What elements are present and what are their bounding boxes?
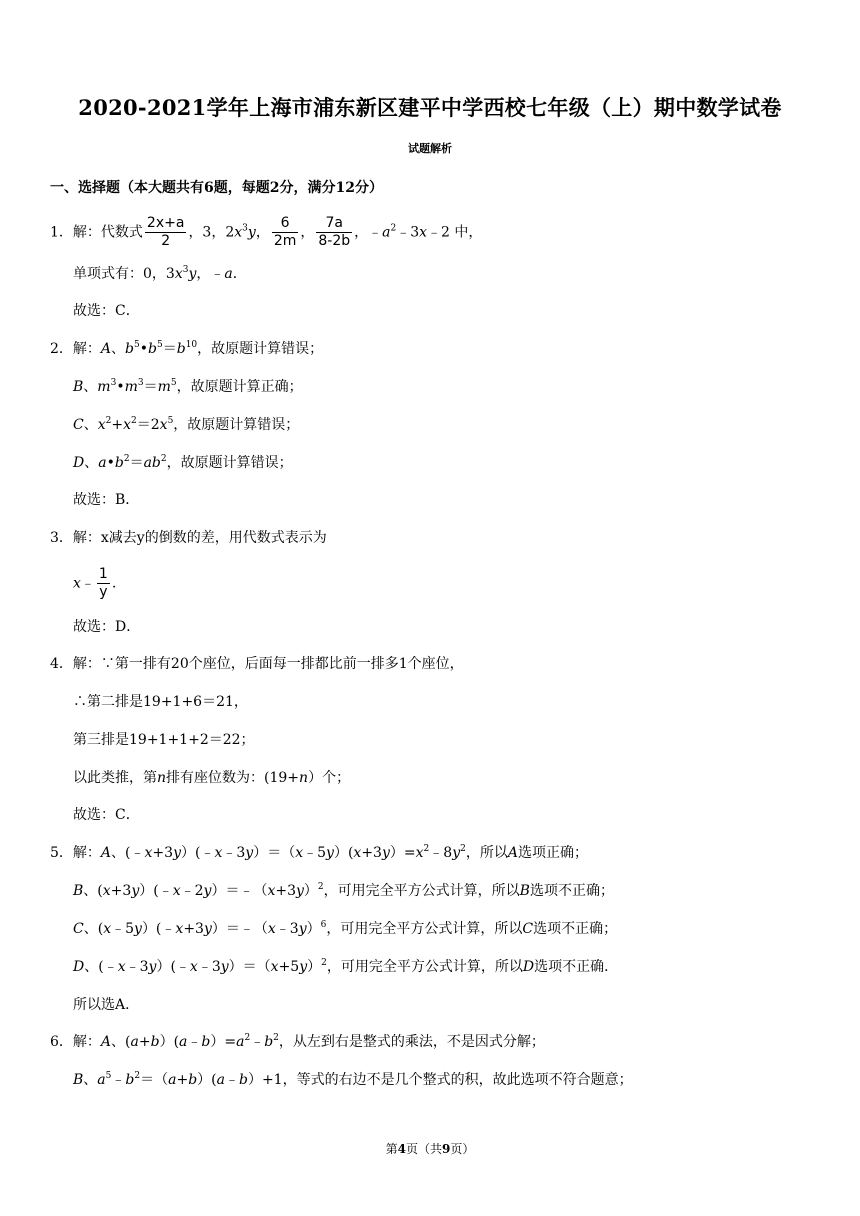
q4-line4: 以此类推，第n排有座位数为：(19+n）个； [73,770,351,786]
q2-line4: D、$a•b^2=ab^2$，故原题计算错误； [73,454,293,471]
section-heading: 一、选择题（本大题共有6题，每题2分，满分12分） [50,180,383,196]
q1-answer: 故选：C． [73,303,140,319]
q5-line3: C、(x﹣5y）(﹣x+3y）＝﹣（x﹣3y）$^6$，可用完全平方公式计算，所以C选项不正确； [73,920,618,937]
q5-line4: D、$(﹣x﹣3y)(﹣x﹣3y)=(x+5y)^2$，可用完全平方公式计算，所以D选项不正确． [73,958,619,975]
q1-fraction-2: $\frac{6}{2m}$ [273,215,297,249]
page-title: 2020-2021学年上海市浦东新区建平中学西校七年级（上）期中数学试卷 [78,95,782,120]
q4-line1: 4．解：∵第一排有20个座位，后面每一排都比前一排多1个座位， [50,656,464,672]
page-subtitle: 试题解析 [408,142,452,155]
q2-answer: 故选：B． [73,492,140,508]
q3-answer: 故选：D． [73,619,141,635]
q6-line2: B、$a^5﹣b^2=(a+b)(a﹣b)+1$，等式的右边不是几个整式的积，故此选项不符合题意； [73,1071,633,1088]
q5-line2: B、$(x+3y)(﹣x﹣2y)=﹣(x+3y)^2$，可用完全平方公式计算，所以B选项不正确； [73,882,614,899]
q5-line1: 5．解：A、$(﹣x+3y)(﹣x﹣3y)=(x﹣5y)(x+3y)=x^2﹣8y^2$，所以A选项正确； [50,844,588,861]
page-footer: 第4页（共9页） [385,1142,475,1156]
q2-line1: 2．解：A、$b^5•b^5=b^{10}$，故原题计算错误； [50,340,324,357]
q3-line1: 3．解：x减去y的倒数的差，用代数式表示为 [50,530,327,546]
q4-line3: 第三排是19+1+1+2＝22； [73,732,255,748]
q1-line2: 单项式有：0，$3x^3y$，﹣a． [73,265,247,282]
q3-line2: x﹣ $\frac{1}{y}$ . [73,566,117,600]
q4-answer: 故选：C． [73,807,140,823]
q1-fraction-3: $\frac{7a}{8-2b}$ [318,215,351,249]
q3-fraction: $\frac{1}{y}$ [98,566,108,600]
q6-line1: 6．解：A、$(a+b)(a﹣b)=a^2﹣b^2$，从左到右是整式的乘法，不是因式分解； [50,1033,545,1050]
q2-line2: B、$m^3•m^3=m^5$，故原题计算正确； [73,378,303,395]
q2-line3: C、$x^2+x^2=2x^5$，故原题计算错误； [73,416,300,433]
q1-line1: 1．解：代数式 $\frac{2x+a}{2}$ ，3，$2x^3y$， $\frac{6}{2m}$ ， $\frac{7a}{8-2b}$ ，$﹣a^2﹣3x﹣2$ 中， [50,215,483,249]
q4-line2: ∴第二排是19+1+6＝21， [73,694,248,710]
q5-answer: 所以选A． [73,997,140,1013]
q1-fraction-1: $\frac{2x+a}{2}$ [146,215,185,249]
